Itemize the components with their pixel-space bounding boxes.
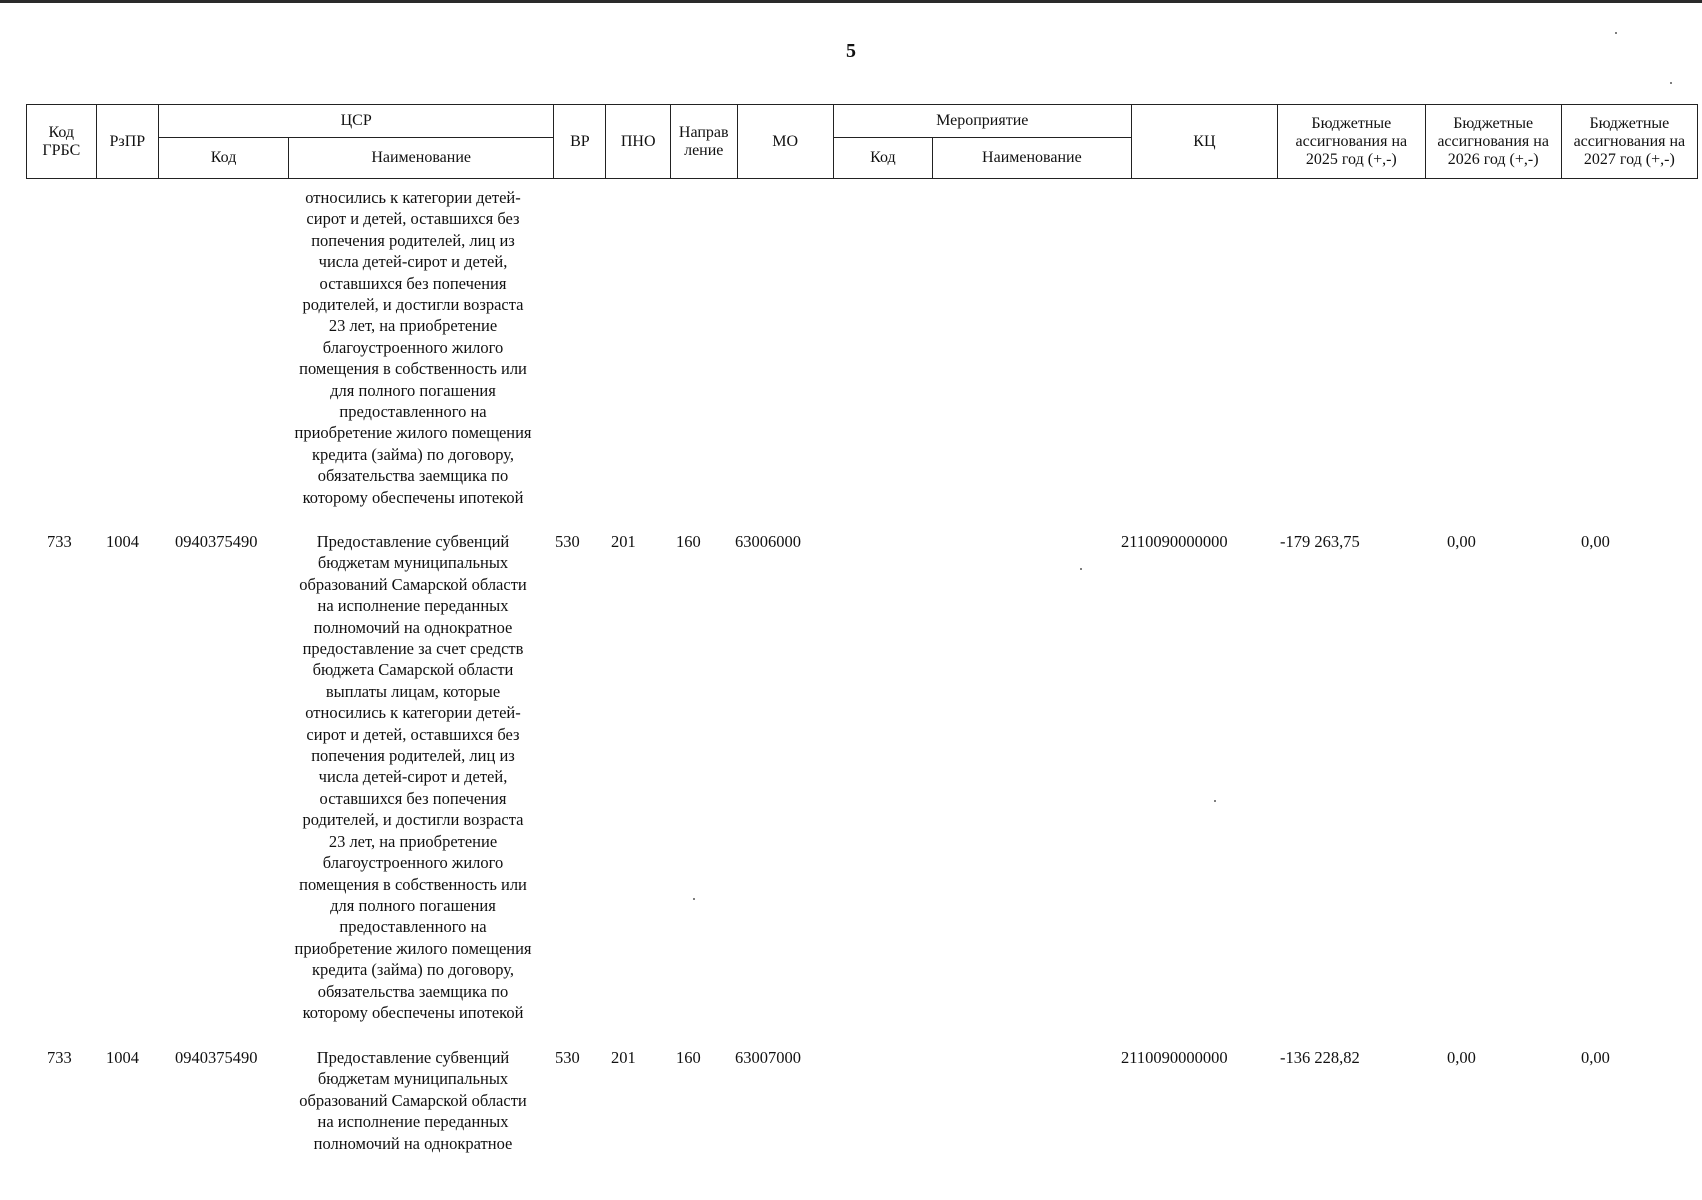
text-line: Предоставление субвенций: [316, 1048, 510, 1067]
text-line: на исполнение переданных: [317, 596, 509, 616]
cell-mo: 63007000: [735, 1048, 801, 1067]
text-line: благоустроенного жилого: [322, 853, 504, 873]
cell-budget-2027: 0,00: [1581, 532, 1610, 551]
text-line: образований Самарской области: [299, 1090, 527, 1110]
text-line: помещения в собственность или: [299, 874, 527, 894]
top-edge-rule: [0, 0, 1702, 3]
header-kod-grbs: Код ГРБС: [27, 105, 97, 179]
text-line: предоставленного на: [339, 402, 487, 422]
text-line: оставшихся без попечения: [319, 788, 507, 808]
text-line: приобретение жилого помещения: [294, 938, 532, 958]
header-meropriyatie-name: Наименование: [933, 138, 1132, 179]
scan-speck: [693, 898, 695, 900]
cell-kc: 2110090000000: [1121, 1048, 1228, 1067]
header-budget-2027: Бюджетные ассигнования на 2027 год (+,-): [1561, 105, 1697, 179]
text-line: обязательства заемщика по: [317, 466, 509, 486]
text-line: сирот и детей, оставшихся без: [306, 209, 520, 229]
cell-rzpr: 1004: [106, 1048, 139, 1067]
scan-speck: [1615, 32, 1617, 34]
text-line: предоставление за счет средств: [302, 639, 524, 659]
text-line: для полного погашения: [330, 380, 496, 400]
cell-budget-2025: -179 263,75: [1280, 532, 1360, 551]
header-csr-name: Наименование: [289, 138, 554, 179]
header-budget-2026: Бюджетные ассигнования на 2026 год (+,-): [1425, 105, 1561, 179]
text-line: относились к категории детей-: [305, 188, 521, 207]
header-meropriyatie: Мероприятие: [833, 105, 1131, 138]
header-meropriyatie-kod: Код: [833, 138, 932, 179]
cell-kod-grbs: 733: [47, 532, 72, 551]
cell-csr-kod: 0940375490: [175, 1048, 258, 1067]
continuation-text: [282, 187, 544, 508]
cell-csr-kod: 0940375490: [175, 532, 258, 551]
header-kc: КЦ: [1131, 105, 1277, 179]
text-line: которому обеспечены ипотекой: [302, 487, 524, 507]
text-line: выплаты лицам, которые: [325, 681, 501, 701]
text-line: попечения родителей, лиц из: [311, 746, 515, 766]
header-vr: ВР: [554, 105, 606, 179]
text-line: относились к категории детей-: [305, 703, 521, 723]
text-line: на исполнение переданных: [317, 1112, 509, 1132]
scan-speck: [1214, 800, 1216, 802]
text-line: Предоставление субвенций: [316, 532, 510, 551]
text-line: помещения в собственность или: [299, 359, 527, 379]
header-budget-2025: Бюджетные ассигнования на 2025 год (+,-): [1278, 105, 1425, 179]
text-line: кредита (займа) по договору,: [311, 960, 515, 980]
header-rzpr: РзПР: [96, 105, 158, 179]
cell-kc: 2110090000000: [1121, 532, 1228, 551]
text-line: приобретение жилого помещения: [294, 423, 532, 443]
cell-napravlenie: 160: [676, 532, 701, 551]
text-line: родителей, и достигли возраста: [302, 810, 524, 830]
text-line: числа детей-сирот и детей,: [318, 767, 508, 787]
text-line: бюджетам муниципальных: [317, 553, 509, 573]
cell-vr: 530: [555, 532, 580, 551]
text-line: 23 лет, на приобретение: [328, 831, 498, 851]
text-line: предоставленного на: [339, 917, 487, 937]
cell-budget-2025: -136 228,82: [1280, 1048, 1360, 1067]
cell-csr-name: [282, 531, 544, 1023]
text-line: кредита (займа) по договору,: [311, 444, 515, 464]
scan-speck: [1670, 82, 1672, 84]
page-number: 5: [846, 40, 856, 62]
header-pno: ПНО: [606, 105, 671, 179]
cell-kod-grbs: 733: [47, 1048, 72, 1067]
cell-budget-2027: 0,00: [1581, 1048, 1610, 1067]
cell-pno: 201: [611, 1048, 636, 1067]
text-line: попечения родителей, лиц из: [311, 230, 515, 250]
text-line: числа детей-сирот и детей,: [318, 252, 508, 272]
text-line: благоустроенного жилого: [322, 337, 504, 357]
header-napravlenie: Направ ление: [670, 105, 737, 179]
header-csr: ЦСР: [159, 105, 554, 138]
cell-csr-name: [282, 1047, 544, 1154]
table-header: [26, 104, 1698, 179]
cell-pno: 201: [611, 532, 636, 551]
text-line: обязательства заемщика по: [317, 981, 509, 1001]
text-line: бюджета Самарской области: [312, 660, 514, 680]
text-line: образований Самарской области: [299, 574, 527, 594]
cell-rzpr: 1004: [106, 532, 139, 551]
cell-vr: 530: [555, 1048, 580, 1067]
text-line: 23 лет, на приобретение: [328, 316, 498, 336]
text-line: родителей, и достигли возраста: [302, 295, 524, 315]
text-line: которому обеспечены ипотекой: [302, 1002, 524, 1022]
header-csr-kod: Код: [159, 138, 289, 179]
text-line: оставшихся без попечения: [319, 273, 507, 293]
text-line: полномочий на однократное: [313, 1133, 513, 1153]
cell-budget-2026: 0,00: [1447, 532, 1476, 551]
text-line: сирот и детей, оставшихся без: [306, 724, 520, 744]
text-line: для полного погашения: [330, 895, 496, 915]
text-line: бюджетам муниципальных: [317, 1069, 509, 1089]
cell-mo: 63006000: [735, 532, 801, 551]
scan-speck: [1080, 568, 1082, 570]
cell-napravlenie: 160: [676, 1048, 701, 1067]
header-mo: МО: [737, 105, 833, 179]
text-line: полномочий на однократное: [313, 617, 513, 637]
cell-budget-2026: 0,00: [1447, 1048, 1476, 1067]
